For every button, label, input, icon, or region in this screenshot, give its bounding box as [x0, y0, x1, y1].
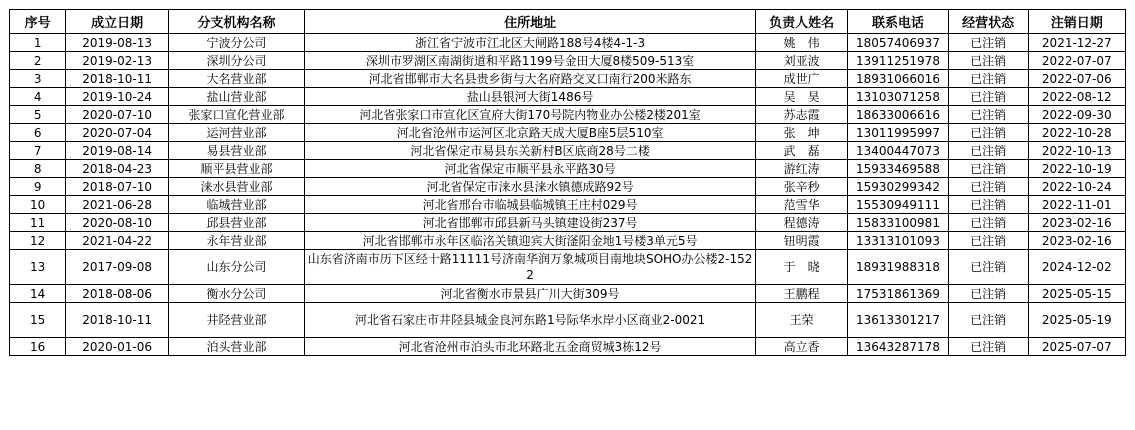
cell-status: 已注销 [948, 285, 1028, 303]
cell-cancel-date: 2022-10-19 [1028, 160, 1125, 178]
table-row [10, 196, 1126, 214]
header-cancel-date: 注销日期 [1028, 10, 1125, 34]
cell-manager-name: 苏志霞 [756, 106, 848, 124]
cell-phone: 17531861369 [848, 285, 948, 303]
cell-manager-name: 武 磊 [756, 142, 848, 160]
cell-cancel-date: 2025-07-07 [1028, 338, 1125, 356]
cell-established-date: 2020-07-04 [66, 124, 168, 142]
cell-phone: 18057406937 [848, 34, 948, 52]
cell-established-date: 2020-07-10 [66, 106, 168, 124]
cell-status: 已注销 [948, 338, 1028, 356]
cell-established-date: 2020-01-06 [66, 338, 168, 356]
cell-manager-name: 于 晓 [756, 250, 848, 285]
cell-status: 已注销 [948, 303, 1028, 338]
cell-phone: 15933469588 [848, 160, 948, 178]
cell-cancel-date: 2022-11-01 [1028, 196, 1125, 214]
cell-seq: 14 [10, 285, 66, 303]
cell-seq: 6 [10, 124, 66, 142]
cell-seq: 5 [10, 106, 66, 124]
cell-manager-name: 王鹏程 [756, 285, 848, 303]
table-row [10, 124, 1126, 142]
cell-cancel-date: 2023-02-16 [1028, 232, 1125, 250]
cell-branch-name: 泊头营业部 [168, 338, 304, 356]
cell-phone: 13911251978 [848, 52, 948, 70]
cell-established-date: 2018-07-10 [66, 178, 168, 196]
cell-phone: 13011995997 [848, 124, 948, 142]
cell-seq: 15 [10, 303, 66, 338]
cell-established-date: 2021-04-22 [66, 232, 168, 250]
header-manager-name: 负责人姓名 [756, 10, 848, 34]
table-body [10, 34, 1126, 356]
cell-status: 已注销 [948, 106, 1028, 124]
cell-address: 河北省沧州市泊头市北环路北五金商贸城3栋12号 [305, 338, 756, 356]
cell-established-date: 2018-08-06 [66, 285, 168, 303]
cell-address: 河北省沧州市运河区北京路天成大厦B座5层510室 [305, 124, 756, 142]
cell-cancel-date: 2025-05-19 [1028, 303, 1125, 338]
cell-address: 河北省保定市顺平县永平路30号 [305, 160, 756, 178]
cell-manager-name: 吴 昊 [756, 88, 848, 106]
header-status: 经营状态 [948, 10, 1028, 34]
cell-phone: 13643287178 [848, 338, 948, 356]
cell-address: 河北省石家庄市井陉县城金良河东路1号际华水岸小区商业2-0021 [305, 303, 756, 338]
cell-branch-name: 临城营业部 [168, 196, 304, 214]
cell-cancel-date: 2022-10-24 [1028, 178, 1125, 196]
cell-cancel-date: 2022-07-07 [1028, 52, 1125, 70]
cell-seq: 3 [10, 70, 66, 88]
cell-established-date: 2020-08-10 [66, 214, 168, 232]
cell-phone: 18931066016 [848, 70, 948, 88]
cell-manager-name: 程德涛 [756, 214, 848, 232]
cell-cancel-date: 2022-09-30 [1028, 106, 1125, 124]
table-row [10, 106, 1126, 124]
cell-phone: 18931988318 [848, 250, 948, 285]
cell-seq: 12 [10, 232, 66, 250]
cell-phone: 13613301217 [848, 303, 948, 338]
cell-address: 深圳市罗湖区南湖街道和平路1199号金田大厦8楼509-513室 [305, 52, 756, 70]
cell-address: 河北省邯郸市大名县贵乡街与大名府路交叉口南行200米路东 [305, 70, 756, 88]
table-row [10, 160, 1126, 178]
cell-seq: 16 [10, 338, 66, 356]
cell-phone: 15930299342 [848, 178, 948, 196]
cell-address: 河北省邢台市临城县临城镇王庄村029号 [305, 196, 756, 214]
cell-established-date: 2019-10-24 [66, 88, 168, 106]
cell-address: 山东省济南市历下区经十路11111号济南华润万象城项目南地块SOHO办公楼2-1522 [305, 250, 756, 285]
branch-table [9, 9, 1126, 356]
cell-address: 浙江省宁波市江北区大闸路188号4楼4-1-3 [305, 34, 756, 52]
cell-address: 河北省张家口市宣化区宣府大街170号院内物业办公楼2楼201室 [305, 106, 756, 124]
cell-status: 已注销 [948, 214, 1028, 232]
cell-manager-name: 张辛秒 [756, 178, 848, 196]
header-address: 住所地址 [305, 10, 756, 34]
cell-phone: 13313101093 [848, 232, 948, 250]
cell-status: 已注销 [948, 196, 1028, 214]
header-branch-name: 分支机构名称 [168, 10, 304, 34]
cell-established-date: 2019-08-13 [66, 34, 168, 52]
cell-phone: 18633006616 [848, 106, 948, 124]
cell-established-date: 2018-10-11 [66, 303, 168, 338]
cell-branch-name: 邱县营业部 [168, 214, 304, 232]
table-row [10, 52, 1126, 70]
cell-status: 已注销 [948, 142, 1028, 160]
header-phone: 联系电话 [848, 10, 948, 34]
cell-status: 已注销 [948, 70, 1028, 88]
table-row [10, 88, 1126, 106]
cell-status: 已注销 [948, 52, 1028, 70]
cell-status: 已注销 [948, 124, 1028, 142]
table-header-row [10, 10, 1126, 34]
cell-phone: 15530949111 [848, 196, 948, 214]
table-row [10, 70, 1126, 88]
cell-branch-name: 涞水县营业部 [168, 178, 304, 196]
table-row [10, 303, 1126, 338]
cell-phone: 13400447073 [848, 142, 948, 160]
cell-cancel-date: 2022-10-13 [1028, 142, 1125, 160]
cell-status: 已注销 [948, 160, 1028, 178]
cell-seq: 4 [10, 88, 66, 106]
header-established-date: 成立日期 [66, 10, 168, 34]
cell-cancel-date: 2022-10-28 [1028, 124, 1125, 142]
cell-seq: 13 [10, 250, 66, 285]
cell-cancel-date: 2024-12-02 [1028, 250, 1125, 285]
cell-manager-name: 游红涛 [756, 160, 848, 178]
cell-branch-name: 衡水分公司 [168, 285, 304, 303]
table-row [10, 232, 1126, 250]
cell-status: 已注销 [948, 34, 1028, 52]
cell-status: 已注销 [948, 178, 1028, 196]
cell-branch-name: 大名营业部 [168, 70, 304, 88]
cell-established-date: 2019-08-14 [66, 142, 168, 160]
cell-phone: 15833100981 [848, 214, 948, 232]
cell-address: 河北省保定市易县东关新村B区底商28号二楼 [305, 142, 756, 160]
cell-manager-name: 钮明霞 [756, 232, 848, 250]
table-row [10, 142, 1126, 160]
cell-address: 河北省保定市涞水县涞水镇德成路92号 [305, 178, 756, 196]
cell-address: 河北省邯郸市邱县新马头镇建设街237号 [305, 214, 756, 232]
cell-address: 盐山县银河大街1486号 [305, 88, 756, 106]
cell-status: 已注销 [948, 232, 1028, 250]
cell-branch-name: 易县营业部 [168, 142, 304, 160]
cell-seq: 7 [10, 142, 66, 160]
cell-seq: 8 [10, 160, 66, 178]
cell-manager-name: 高立香 [756, 338, 848, 356]
cell-branch-name: 顺平县营业部 [168, 160, 304, 178]
table-row [10, 178, 1126, 196]
cell-address: 河北省邯郸市永年区临洺关镇迎宾大街滏阳金地1号楼3单元5号 [305, 232, 756, 250]
cell-cancel-date: 2022-07-06 [1028, 70, 1125, 88]
table-row [10, 214, 1126, 232]
cell-manager-name: 张 坤 [756, 124, 848, 142]
cell-cancel-date: 2022-08-12 [1028, 88, 1125, 106]
cell-address: 河北省衡水市景县广川大街309号 [305, 285, 756, 303]
cell-manager-name: 范雪华 [756, 196, 848, 214]
cell-established-date: 2018-10-11 [66, 70, 168, 88]
cell-branch-name: 深圳分公司 [168, 52, 304, 70]
cell-cancel-date: 2025-05-15 [1028, 285, 1125, 303]
cell-manager-name: 刘亚波 [756, 52, 848, 70]
cell-established-date: 2018-04-23 [66, 160, 168, 178]
cell-established-date: 2017-09-08 [66, 250, 168, 285]
cell-branch-name: 宁波分公司 [168, 34, 304, 52]
cell-cancel-date: 2023-02-16 [1028, 214, 1125, 232]
cell-status: 已注销 [948, 250, 1028, 285]
cell-seq: 10 [10, 196, 66, 214]
header-seq: 序号 [10, 10, 66, 34]
cell-cancel-date: 2021-12-27 [1028, 34, 1125, 52]
cell-branch-name: 盐山营业部 [168, 88, 304, 106]
table-row [10, 285, 1126, 303]
table-row [10, 34, 1126, 52]
cell-manager-name: 王荣 [756, 303, 848, 338]
cell-seq: 1 [10, 34, 66, 52]
cell-seq: 2 [10, 52, 66, 70]
cell-manager-name: 姚 伟 [756, 34, 848, 52]
cell-status: 已注销 [948, 88, 1028, 106]
branch-table-container [9, 9, 1126, 356]
cell-phone: 13103071258 [848, 88, 948, 106]
cell-seq: 11 [10, 214, 66, 232]
cell-branch-name: 山东分公司 [168, 250, 304, 285]
table-row [10, 250, 1126, 285]
cell-branch-name: 永年营业部 [168, 232, 304, 250]
cell-branch-name: 运河营业部 [168, 124, 304, 142]
cell-established-date: 2021-06-28 [66, 196, 168, 214]
cell-branch-name: 井陉营业部 [168, 303, 304, 338]
cell-branch-name: 张家口宣化营业部 [168, 106, 304, 124]
cell-established-date: 2019-02-13 [66, 52, 168, 70]
cell-manager-name: 成世广 [756, 70, 848, 88]
table-row [10, 338, 1126, 356]
cell-seq: 9 [10, 178, 66, 196]
